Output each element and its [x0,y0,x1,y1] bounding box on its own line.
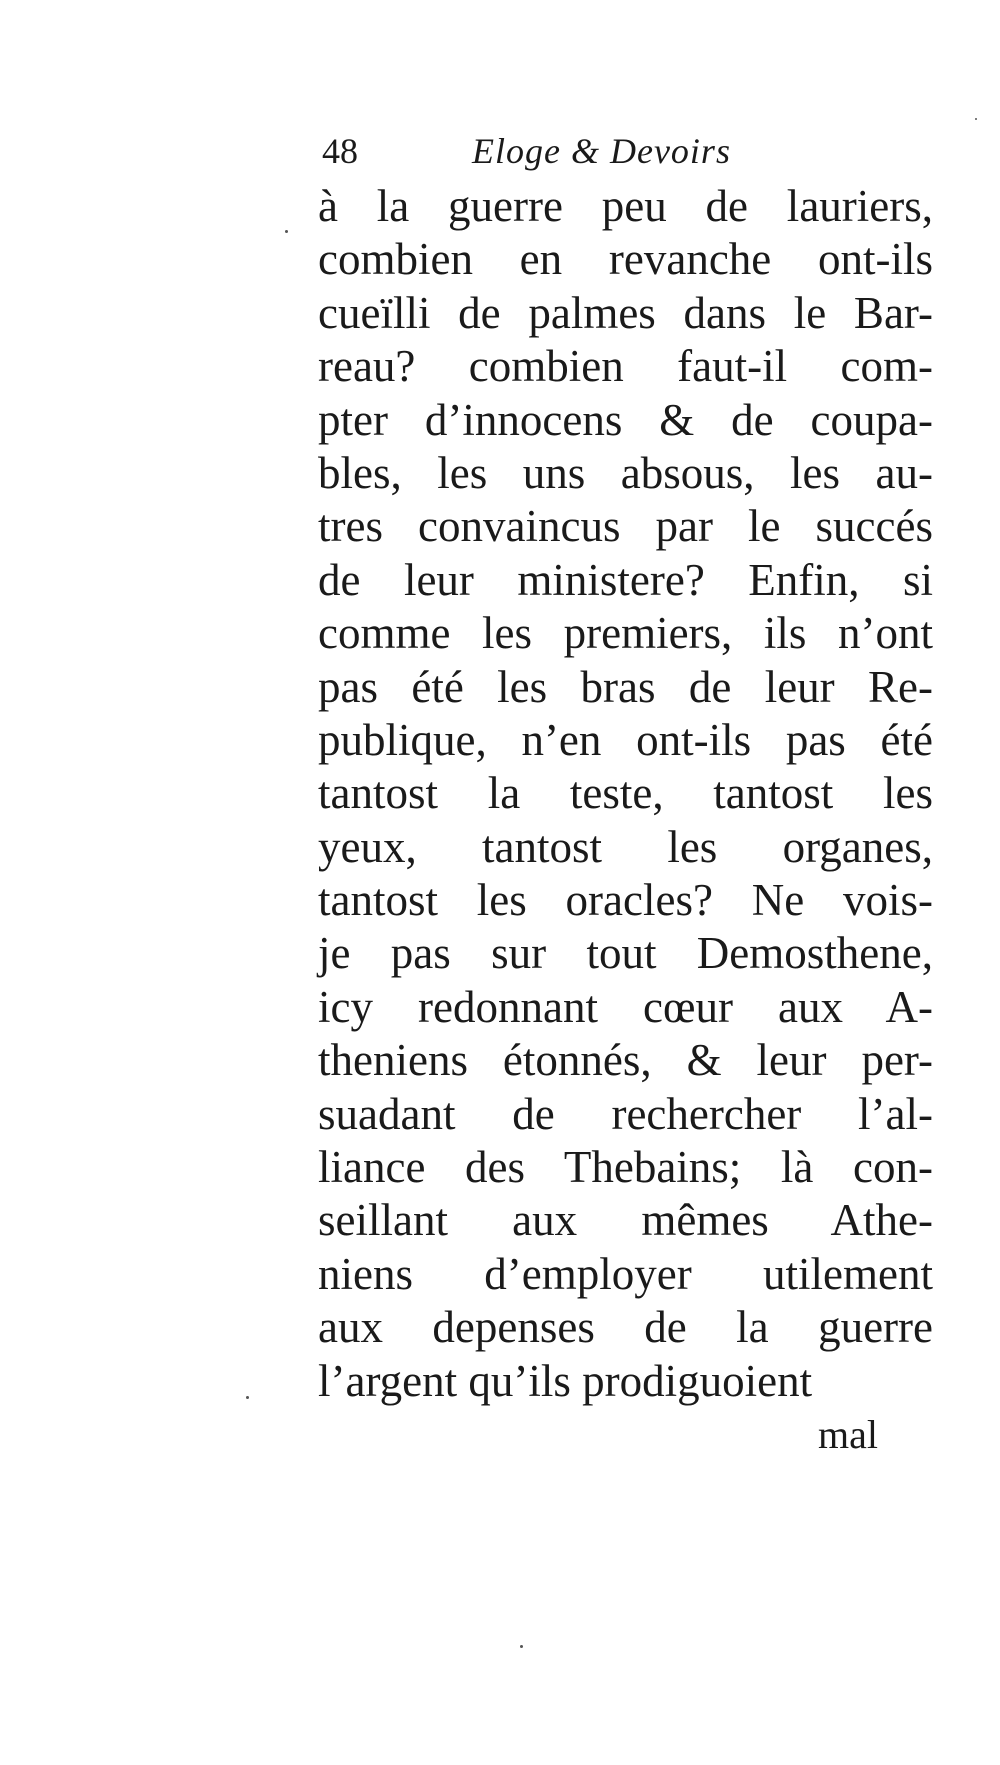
text-line: tres convaincus par le succés [318,501,933,552]
text-line: bles, les uns absous, les au- [318,447,933,498]
text-line: seillant aux mêmes Athe- [318,1195,933,1246]
text-line: liance des Thebains; là con- [318,1142,933,1193]
text-line: publique, n’en ont-ils pas été [318,714,933,765]
text-line: reau? combien faut-il com- [318,341,933,392]
text-line: pas été les bras de leur Re- [318,661,933,712]
ink-speck [520,1645,523,1648]
catchword: mal [818,1412,878,1457]
text-line: tantost la teste, tantost les [318,768,933,819]
text-line: niens d’employer utilement [318,1248,933,1299]
text-line: cueïlli de palmes dans le Bar- [318,287,933,338]
text-line: l’argent qu’ils prodiguoient [318,1355,813,1406]
page-number: 48 [322,131,358,171]
text-line: comme les premiers, ils n’ont [318,608,933,659]
text-line: pter d’innocens & de coupa- [318,394,933,445]
text-line: combien en revanche ont-ils [318,234,933,285]
text-line: yeux, tantost les organes, [318,821,933,872]
ink-speck [246,1396,249,1399]
text-line: je pas sur tout Demosthene, [318,928,933,979]
text-line: theniens étonnés, & leur per- [318,1035,933,1086]
ink-speck [285,230,288,233]
text-line: aux depenses de la guerre [318,1302,933,1353]
text-line: de leur ministere? Enfin, si [318,554,933,605]
text-line: suadant de rechercher l’al- [318,1088,933,1139]
running-title: Eloge & Devoirs [472,131,731,171]
running-head [322,128,802,174]
text-line: icy redonnant cœur aux A- [318,981,933,1032]
ink-speck [975,118,977,120]
text-line: à la guerre peu de lauriers, [318,181,933,231]
body-text [318,180,933,1408]
text-line: tantost les oracles? Ne vois- [318,875,933,926]
